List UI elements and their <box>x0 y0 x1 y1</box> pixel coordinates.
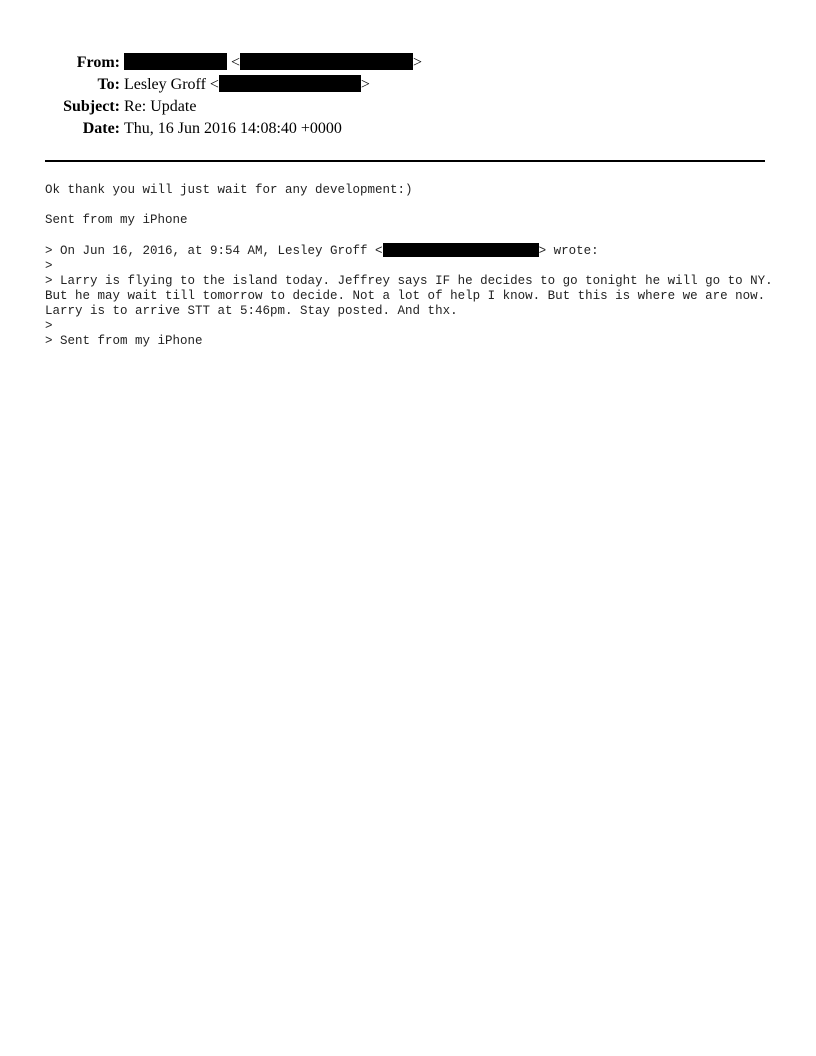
quoted-separator: > <box>45 259 53 273</box>
body-line-reply: Ok thank you will just wait for any development:) <box>45 183 413 197</box>
redacted-sender-email <box>240 53 413 70</box>
blank-line <box>45 198 775 213</box>
from-label: From: <box>76 54 120 71</box>
from-angle-open: < <box>231 54 241 71</box>
redacted-quoted-email <box>383 243 539 257</box>
quoted-header-suffix: > wrote: <box>538 244 599 258</box>
email-header <box>0 52 816 140</box>
to-name: Lesley Groff < <box>124 76 219 93</box>
quoted-header-prefix: > On Jun 16, 2016, at 9:54 AM, Lesley Groff < <box>45 244 383 258</box>
date-label: Date: <box>82 120 120 137</box>
date-value: Thu, 16 Jun 2016 14:08:40 +0000 <box>124 120 342 137</box>
email-body <box>45 183 781 349</box>
from-angle-close: > <box>413 54 423 71</box>
subject-label: Subject: <box>63 98 120 115</box>
body-line-signature: Sent from my iPhone <box>45 213 188 227</box>
blank-line <box>45 228 775 243</box>
quoted-separator: > <box>45 319 53 333</box>
to-row <box>0 74 816 96</box>
header-divider <box>45 160 765 162</box>
redacted-sender-name <box>124 53 227 70</box>
subject-value: Re: Update <box>124 98 197 115</box>
quoted-signature: > Sent from my iPhone <box>45 334 203 348</box>
subject-row <box>0 96 816 118</box>
quoted-header <box>45 243 775 259</box>
from-value <box>124 52 422 74</box>
to-angle-close: > <box>360 76 370 93</box>
from-row <box>0 52 816 74</box>
to-value <box>124 74 370 96</box>
redacted-recipient-email <box>219 75 361 92</box>
date-row <box>0 118 816 140</box>
to-label: To: <box>97 76 120 93</box>
quoted-paragraph: > Larry is flying to the island today. Jeffrey says IF he decides to go tonight he will go to NY. But he may wait till tomorrow to decide. Not a lot of help I know. But this is where we are now. Larry is to arrive STT at 5:46pm. Stay posted. And thx. <box>45 274 781 318</box>
